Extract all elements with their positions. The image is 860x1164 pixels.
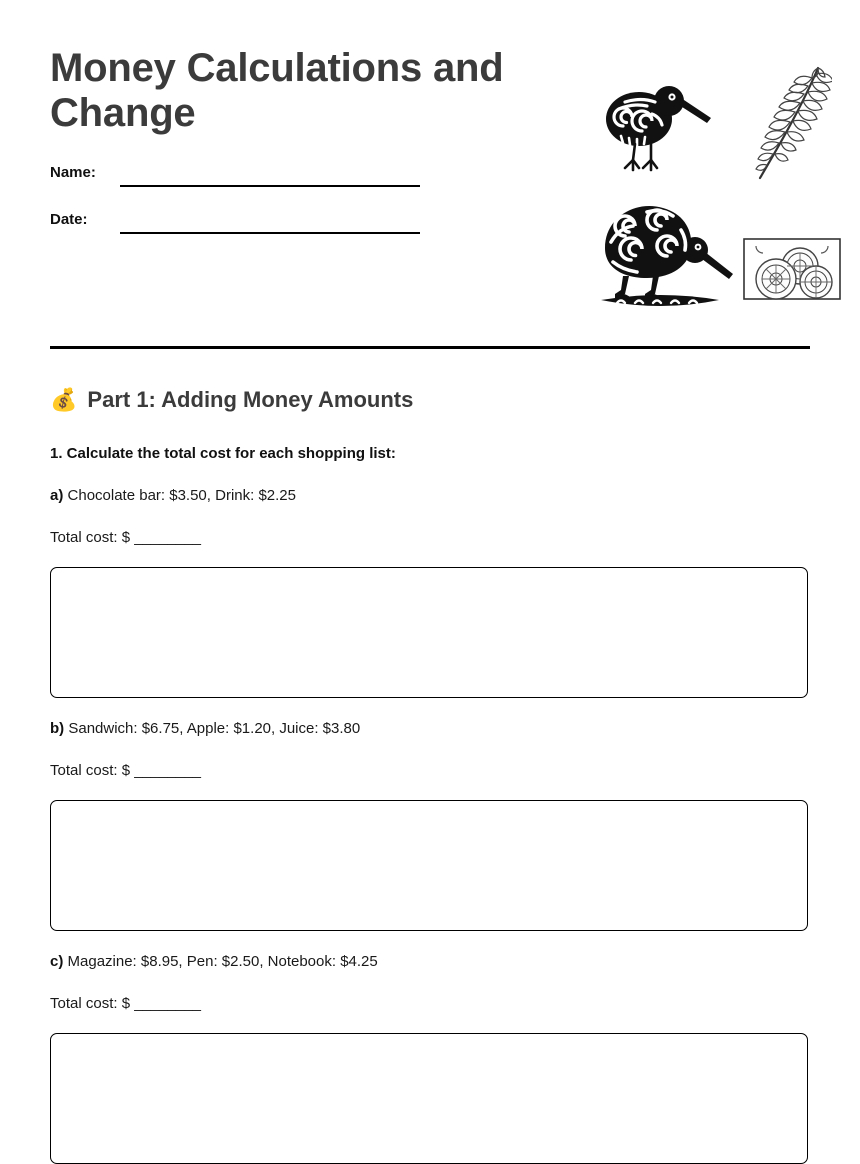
total-cost-line-a[interactable]: Total cost: $ ________ [50, 529, 201, 546]
answer-box-a[interactable] [50, 567, 808, 698]
part-1-heading-text: Part 1: Adding Money Amounts [87, 387, 414, 412]
date-field-row [50, 211, 430, 235]
decorative-artwork [540, 46, 860, 326]
date-label: Date: [50, 211, 88, 228]
name-field-row [50, 164, 430, 188]
answer-box-b[interactable] [50, 800, 808, 931]
item-label-a: a) [50, 487, 64, 504]
coins-illustration-icon [742, 236, 842, 304]
name-label: Name: [50, 164, 96, 181]
item-text-c: Magazine: $8.95, Pen: $2.50, Notebook: $4.25 [67, 953, 378, 970]
silver-fern-icon [752, 58, 832, 183]
list-item [50, 720, 360, 737]
item-label-c: c) [50, 953, 64, 970]
name-input-line[interactable] [120, 185, 420, 187]
page-title: Money Calculations and Change [50, 46, 504, 135]
item-label-b: b) [50, 720, 65, 737]
part-1-heading [50, 387, 750, 413]
list-item [50, 953, 378, 970]
item-text-a: Chocolate bar: $3.50, Drink: $2.25 [67, 487, 296, 504]
kiwi-bird-koru-icon [595, 74, 713, 174]
date-input-line[interactable] [120, 232, 420, 234]
money-bag-icon: 💰 [50, 387, 78, 412]
question-1-prompt: 1. Calculate the total cost for each shopping list: [50, 445, 396, 462]
answer-box-c[interactable] [50, 1033, 808, 1164]
kiwi-bird-large-icon [595, 196, 740, 311]
item-text-b: Sandwich: $6.75, Apple: $1.20, Juice: $3.80 [68, 720, 361, 737]
section-divider [50, 346, 810, 349]
worksheet-header [50, 46, 810, 326]
total-cost-line-b[interactable]: Total cost: $ ________ [50, 762, 201, 779]
total-cost-line-c[interactable]: Total cost: $ ________ [50, 995, 201, 1012]
list-item [50, 487, 296, 504]
